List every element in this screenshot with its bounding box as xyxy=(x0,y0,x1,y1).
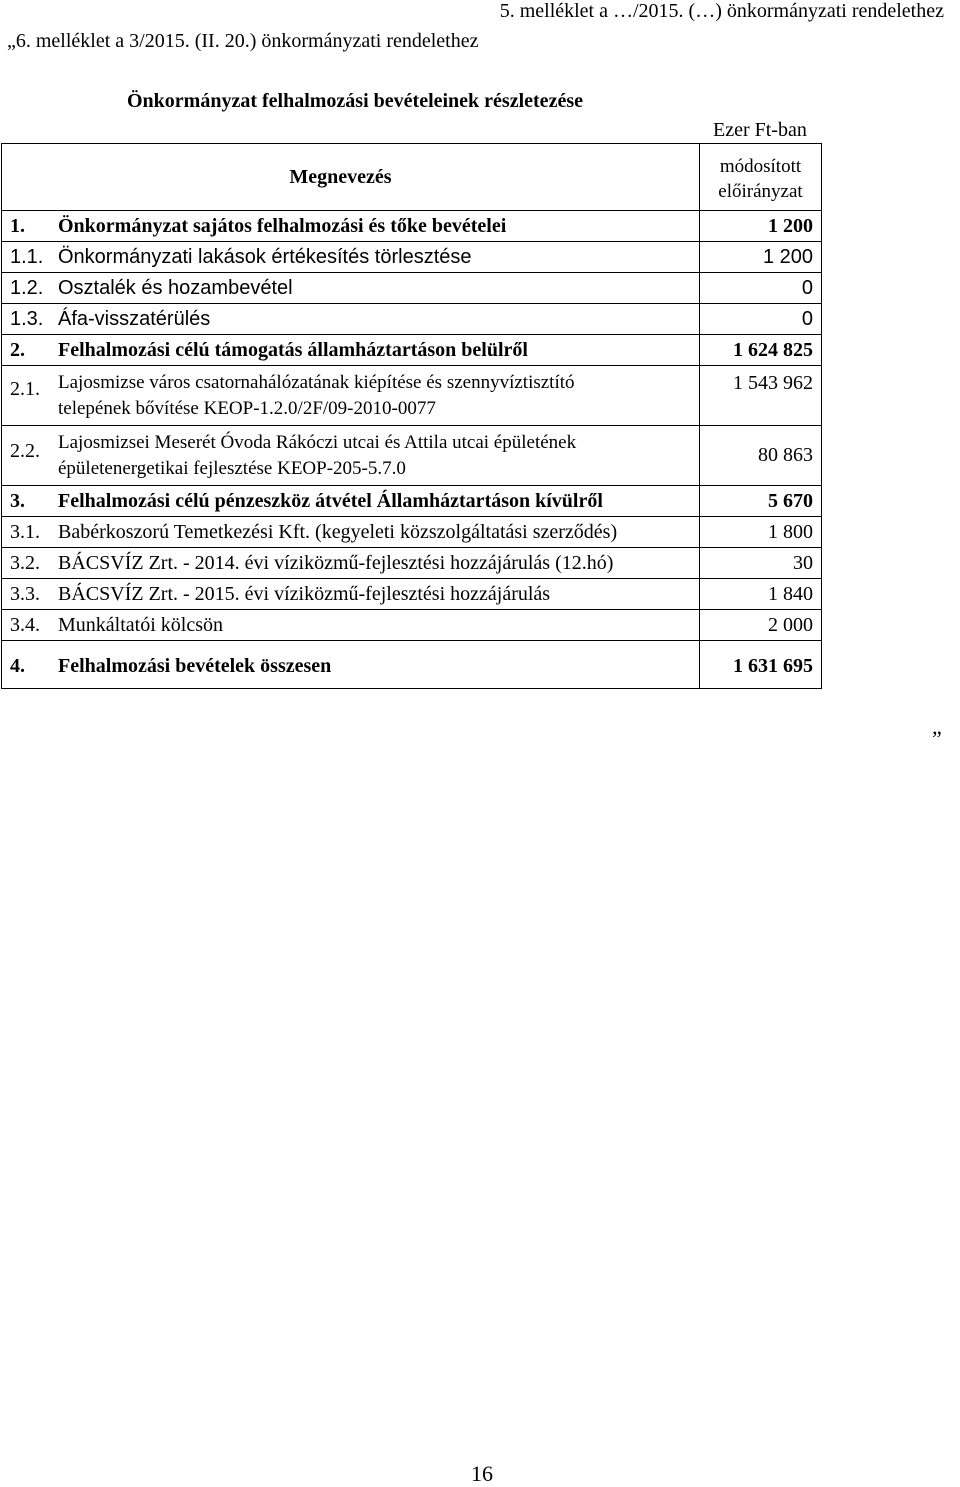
table-row xyxy=(2,211,822,242)
original-annex-note: „6. melléklet a 3/2015. (II. 20.) önkormányzati rendelethez xyxy=(7,30,479,52)
row-code: 3. xyxy=(10,489,25,512)
column-header-value-line1: módosított xyxy=(719,156,802,177)
closing-quote-mark: „ xyxy=(932,714,942,739)
row-label: Felhalmozási célú támogatás államháztartáson belülről xyxy=(58,338,528,361)
row-value: 2 000 xyxy=(700,610,822,641)
table-row xyxy=(2,304,822,335)
row-label: Osztalék és hozambevétel xyxy=(58,276,293,299)
row-label: Önkormányzati lakások értékesítés törlesztése xyxy=(58,245,472,268)
row-label: Önkormányzat sajátos felhalmozási és tőke bevételei xyxy=(58,214,507,237)
row-value: 0 xyxy=(700,273,822,304)
row-code: 3.2. xyxy=(10,551,40,574)
row-value: 1 631 695 xyxy=(700,641,822,689)
row-value: 1 840 xyxy=(700,579,822,610)
row-label: BÁCSVÍZ Zrt. - 2014. évi víziközmű-fejlesztési hozzájárulás (12.hó) xyxy=(58,551,614,574)
revenue-table xyxy=(1,143,822,689)
table-row xyxy=(2,366,822,426)
row-value: 1 200 xyxy=(700,242,822,273)
page-number: 16 xyxy=(471,1461,493,1486)
row-code: 3.3. xyxy=(10,582,40,605)
table-row xyxy=(2,335,822,366)
row-code: 2.1. xyxy=(10,377,40,400)
row-label: Felhalmozási bevételek összesen xyxy=(58,655,332,677)
row-label: Babérkoszorú Temetkezési Kft. (kegyeleti közszolgáltatási szerződés) xyxy=(58,520,618,543)
table-row xyxy=(2,273,822,304)
table-header-row xyxy=(2,144,822,211)
column-header-value xyxy=(700,144,822,211)
row-label-line2: telepének bővítése KEOP-1.2.0/2F/09-2010-0077 xyxy=(58,397,436,419)
row-code: 1.3. xyxy=(10,307,44,330)
row-label: Áfa-visszatérülés xyxy=(58,307,211,330)
page-title: Önkormányzat felhalmozási bevételeinek részletezése xyxy=(127,90,583,112)
row-label-line1: Lajosmizse város csatornahálózatának kiépítése és szennyvíztisztító xyxy=(58,371,575,393)
row-value: 5 670 xyxy=(700,486,822,517)
row-value: 0 xyxy=(700,304,822,335)
row-code: 1. xyxy=(10,214,25,237)
row-label-line2: épületenergetikai fejlesztése KEOP-205-5.7.0 xyxy=(58,457,406,479)
row-label: BÁCSVÍZ Zrt. - 2015. évi víziközmű-fejlesztési hozzájárulás xyxy=(58,582,551,605)
column-header-value-line2: előirányzat xyxy=(718,181,803,202)
row-value: 1 800 xyxy=(700,517,822,548)
row-code: 1.1. xyxy=(10,245,44,268)
row-code: 4. xyxy=(10,655,25,677)
row-code: 1.2. xyxy=(10,276,44,299)
row-value: 1 543 962 xyxy=(700,366,822,426)
table-row xyxy=(2,579,822,610)
row-code: 3.1. xyxy=(10,520,40,543)
row-label-line1: Lajosmizsei Meserét Óvoda Rákóczi utcai és Attila utcai épületének xyxy=(58,431,577,453)
table-row xyxy=(2,486,822,517)
table-row xyxy=(2,610,822,641)
row-code: 2. xyxy=(10,338,25,361)
row-code: 3.4. xyxy=(10,613,40,636)
row-label: Felhalmozási célú pénzeszköz átvétel Államháztartáson kívülről xyxy=(58,489,603,512)
unit-label: Ezer Ft-ban xyxy=(713,119,807,141)
table-row xyxy=(2,517,822,548)
table-row-total xyxy=(2,641,822,689)
table-row xyxy=(2,548,822,579)
column-header-name: Megnevezés xyxy=(2,144,700,211)
row-value: 1 200 xyxy=(700,211,822,242)
row-label: Munkáltatói kölcsön xyxy=(58,613,223,636)
table-row xyxy=(2,242,822,273)
table-row xyxy=(2,426,822,486)
row-value: 80 863 xyxy=(700,426,822,486)
row-value: 30 xyxy=(700,548,822,579)
row-value: 1 624 825 xyxy=(700,335,822,366)
amendment-annex-note: 5. melléklet a …/2015. (…) önkormányzati rendelethez xyxy=(499,0,944,22)
row-code: 2.2. xyxy=(10,439,40,462)
